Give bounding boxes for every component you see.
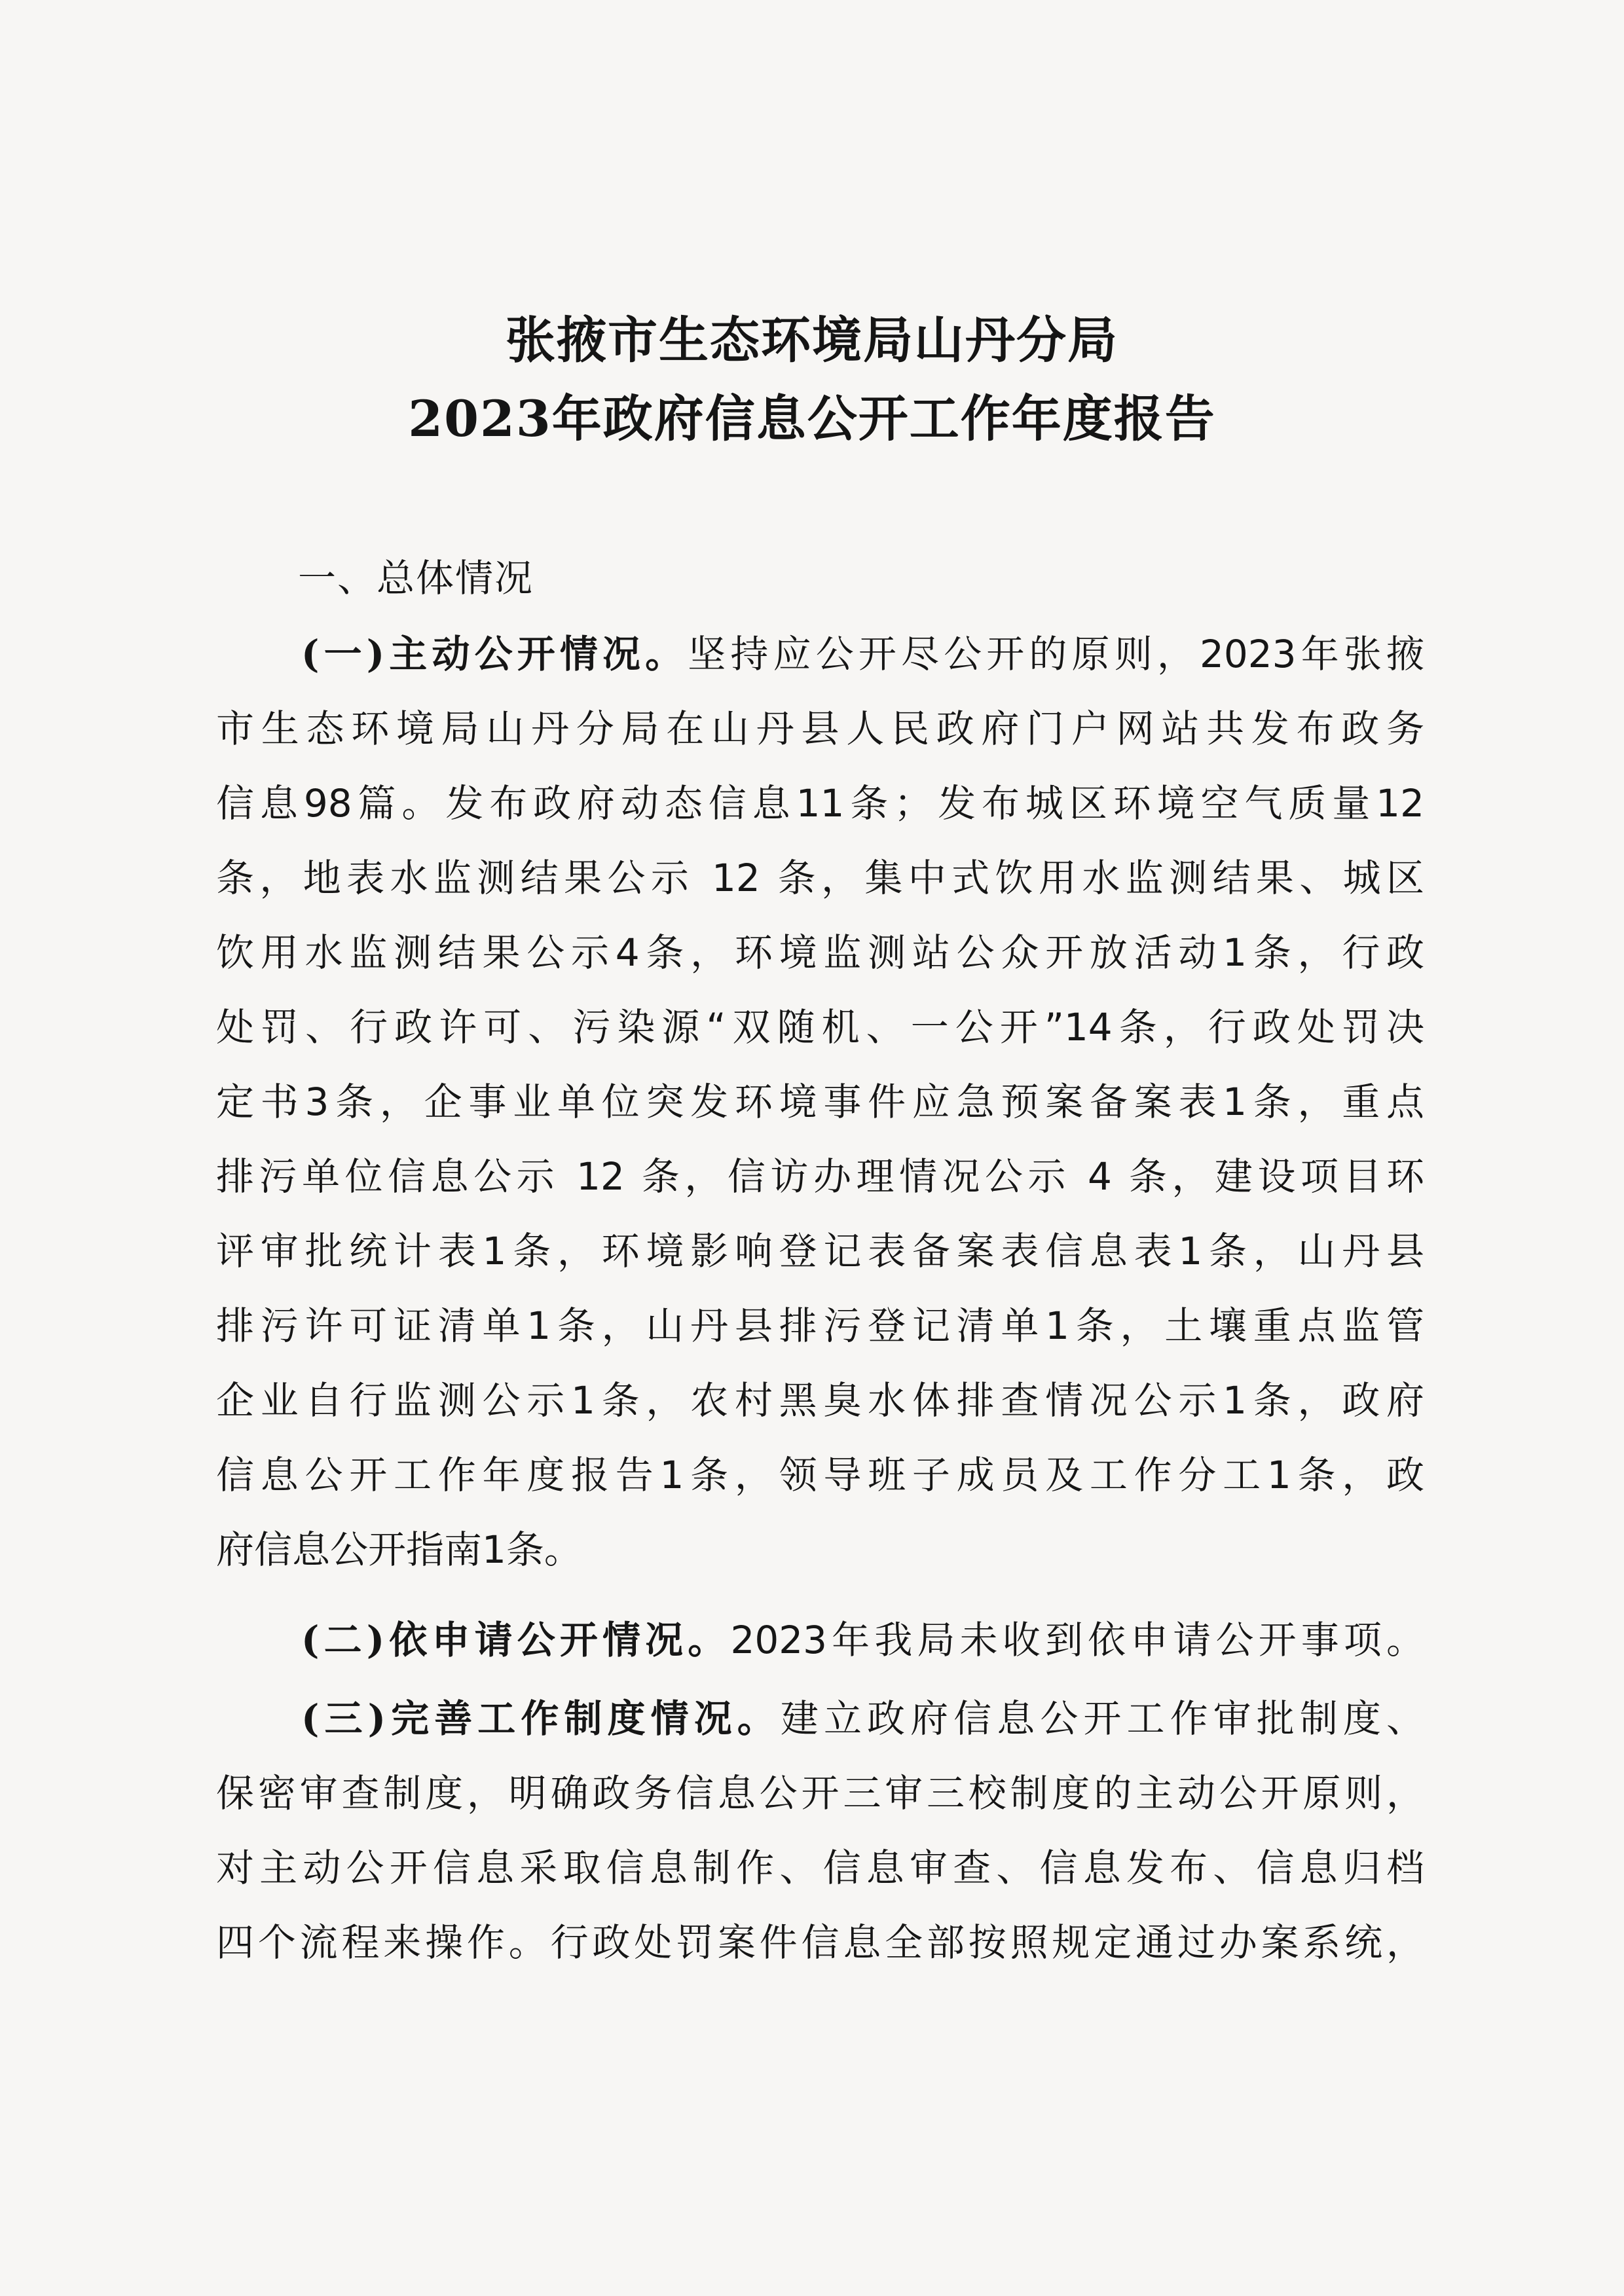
paragraph-line bbox=[301, 625, 1424, 683]
paragraph-line bbox=[301, 1611, 1424, 1669]
paragraph-line: 评审批统计表1条，环境影响登记表备案表信息表1条，山丹县 bbox=[216, 1229, 1424, 1273]
paragraph-lead-on-request: (二)依申请公开情况。 bbox=[301, 1618, 731, 1662]
paragraph-line: 排污许可证清单1条，山丹县排污登记清单1条，土壤重点监管 bbox=[216, 1303, 1424, 1348]
document-title-line2: 2023年政府信息公开工作年度报告 bbox=[408, 390, 1216, 448]
paragraph-line: 定书3条，企事业单位突发环境事件应急预案备案表1条，重点 bbox=[216, 1080, 1424, 1124]
section-heading-overview: 一、总体情况 bbox=[298, 556, 534, 600]
paragraph-line: 饮用水监测结果公示4条，环境监测站公众开放活动1条，行政 bbox=[216, 930, 1424, 975]
paragraph-lead-proactive: (一)主动公开情况。 bbox=[301, 632, 688, 676]
paragraph-line: 信息98篇。发布政府动态信息11条；发布城区环境空气质量12 bbox=[216, 781, 1424, 826]
paragraph-line: 条，地表水监测结果公示 12 条，集中式饮用水监测结果、城区 bbox=[216, 856, 1424, 900]
paragraph-text: 建立政府信息公开工作审批制度、 bbox=[780, 1696, 1424, 1741]
paragraph-text: 2023年我局未收到依申请公开事项。 bbox=[730, 1618, 1425, 1662]
paragraph-lead-system: (三)完善工作制度情况。 bbox=[301, 1696, 781, 1741]
paragraph-line: 处罚、行政许可、污染源“双随机、一公开”14条，行政处罚决 bbox=[216, 1005, 1424, 1049]
paragraph-line: 保密审查制度，明确政务信息公开三审三校制度的主动公开原则， bbox=[216, 1771, 1424, 1815]
paragraph-line: 四个流程来操作。行政处罚案件信息全部按照规定通过办案系统， bbox=[216, 1920, 1424, 1965]
paragraph-text: 坚持应公开尽公开的原则，2023年张掖 bbox=[688, 632, 1425, 676]
paragraph-line: 企业自行监测公示1条，农村黑臭水体排查情况公示1条，政府 bbox=[216, 1378, 1424, 1423]
paragraph-line: 信息公开工作年度报告1条，领导班子成员及工作分工1条，政 bbox=[216, 1453, 1424, 1497]
paragraph-line: 市生态环境局山丹分局在山丹县人民政府门户网站共发布政务 bbox=[216, 706, 1424, 751]
paragraph-line bbox=[301, 1689, 1424, 1748]
document-title-line1: 张掖市生态环境局山丹分局 bbox=[506, 311, 1118, 369]
paragraph-line: 对主动公开信息采取信息制作、信息审查、信息发布、信息归档 bbox=[216, 1846, 1424, 1890]
paragraph-line: 府信息公开指南1条。 bbox=[216, 1527, 582, 1572]
paragraph-line: 排污单位信息公示 12 条，信访办理情况公示 4 条，建设项目环 bbox=[216, 1154, 1424, 1199]
